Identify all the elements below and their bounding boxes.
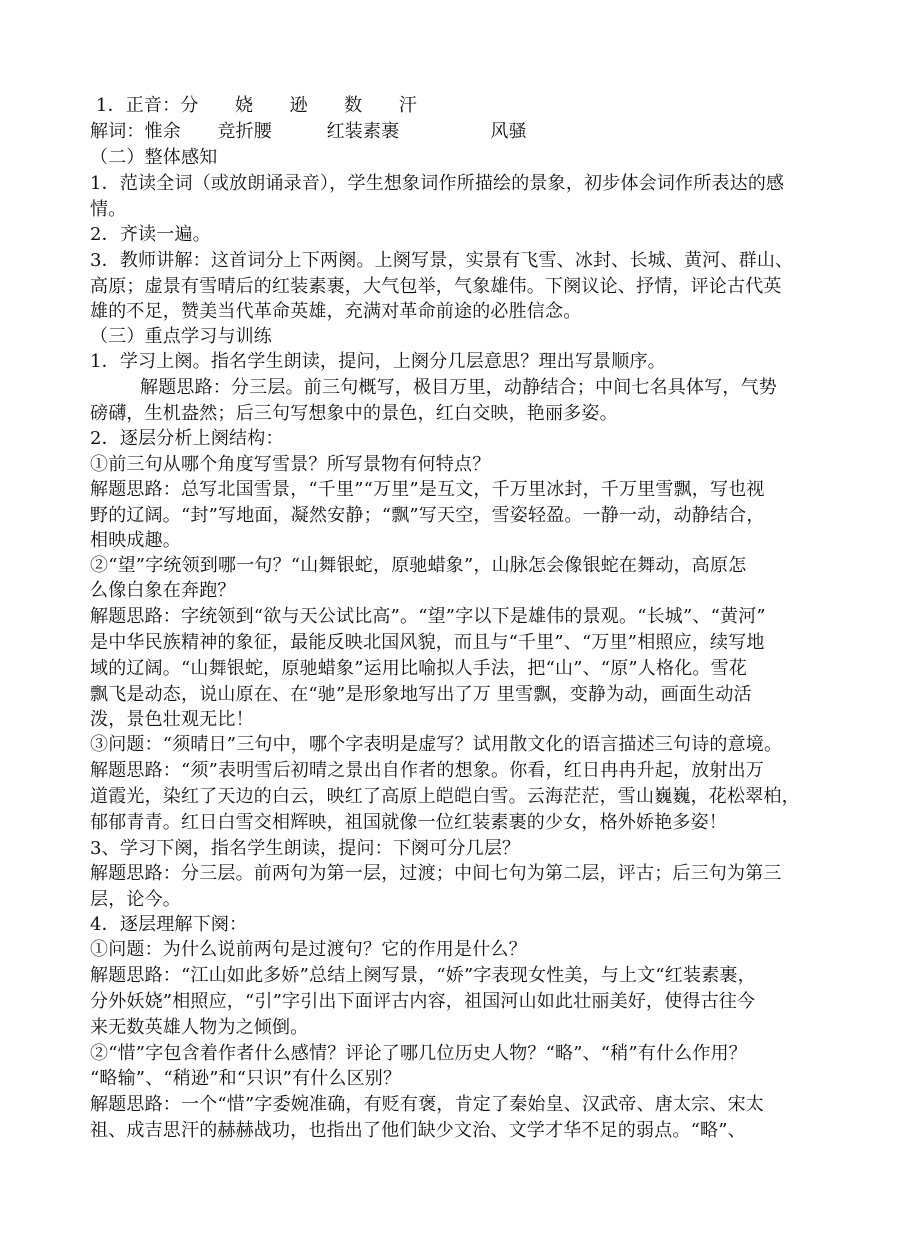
text-line: 解题思路：分三层。前两句为第一层，过渡；中间七句为第二层，评古；后三句为第三 — [90, 863, 782, 884]
text-line: 1．范读全词（或放朗诵录音），学生想象词作所描绘的景象，初步体会词作所表达的感 — [90, 173, 785, 194]
text-line: 3．教师讲解：这首词分上下两阕。上阕写景，实景有飞雪、冰封、长城、黄河、群山、 — [90, 250, 794, 271]
text-line: 2．齐读一遍。 — [90, 224, 211, 245]
text-line: ③问题：“须晴日”三句中，哪个字表明是虚写？试用散文化的语言描述三句诗的意境。 — [90, 734, 783, 755]
text-line: ②“望”字统领到哪一句？“山舞银蛇，原驰蜡象”，山脉怎会像银蛇在舞动，高原怎 — [90, 555, 747, 576]
text-line: 是中华民族精神的象征，最能反映北国风貌，而且与“千里”、“万里”相照应，续写地 — [90, 632, 765, 653]
text-line: 来无数英雄人物为之倾倒。 — [90, 1017, 309, 1038]
text-line: 雄的不足，赞美当代革命英雄，充满对革命前途的必胜信念。 — [90, 301, 582, 322]
text-line: 解题思路：字统领到“欲与天公试比高”。“望”字以下是雄伟的景观。“长城”、“黄河” — [90, 606, 766, 627]
section-heading: （三）重点学习与训练 — [90, 326, 272, 347]
text-line: 么像白象在奔跑？ — [90, 580, 236, 601]
text-line: 解题思路：总写北国雪景，“千里”“万里”是互文，千万里冰封，千万里雪飘，写也视 — [90, 479, 765, 500]
text-line: 解词：惟余 竞折腰 红装素裹 风骚 — [90, 121, 527, 142]
text-line: 道霞光，染红了天边的白云，映红了高原上皑皑白雪。云海茫茫，雪山巍巍，花松翠柏， — [90, 786, 800, 807]
text-line: 1．正音：分 娆 逊 数 汗 — [90, 95, 417, 116]
text-line: 3、学习下阕，指名学生朗读，提问：下阕可分几层？ — [90, 838, 521, 859]
text-line: 泼，景色壮观无比！ — [90, 709, 254, 730]
text-line: 分外妖娆”相照应，“引”字引出下面评古内容，祖国河山如此壮丽美好，使得古往今 — [90, 991, 756, 1012]
text-line: 高原；虚景有雪晴后的红装素裹，大气包举，气象雄伟。下阕议论、抒情，评论古代英 — [90, 276, 782, 297]
text-line: “略输”、“稍逊”和“只识”有什么区别？ — [90, 1068, 402, 1089]
text-line: 野的辽阔。“封”写地面，凝然安静；“飘”写天空，雪姿轻盈。一静一动，动静结合， — [90, 505, 765, 526]
text-line: 2．逐层分析上阕结构： — [90, 428, 284, 449]
text-line: 域的辽阔。“山舞银蛇，原驰蜡象”运用比喻拟人手法，把“山”、“原”人格化。雪花 — [90, 658, 748, 679]
text-line: 解题思路：“江山如此多娇”总结上阕写景，“娇”字表现女性美，与上文“红装素裹， — [90, 965, 756, 986]
text-line: 飘飞是动态，说山原在、在“驰”是形象地写出了万 里雪飘，变静为动，画面生动活 — [90, 684, 752, 705]
text-line: ①前三句从哪个角度写雪景？所写景物有何特点？ — [90, 454, 491, 475]
text-line: 情。 — [90, 199, 127, 220]
text-line: ②“惜”字包含着作者什么感情？评论了哪几位历史人物？“略”、“稍”有什么作用？ — [90, 1043, 748, 1064]
text-line: 层，论今。 — [90, 889, 181, 910]
section-heading: （二）整体感知 — [90, 147, 218, 168]
text-line: 解题思路：“须”表明雪后初晴之景出自作者的想象。你看，红日冉冉升起，放射出万 — [90, 760, 765, 781]
text-line: 1．学习上阕。指名学生朗读，提问，上阕分几层意思？理出写景顺序。 — [90, 351, 666, 372]
text-line: 磅礴，生机盎然；后三句写想象中的景色，红白交映，艳丽多姿。 — [90, 403, 618, 424]
text-line: 祖、成吉思汗的赫赫战功，也指出了他们缺少文治、文学才华不足的弱点。“略”、 — [90, 1120, 746, 1141]
text-line: 4．逐层理解下阕： — [90, 914, 248, 935]
text-line: 相映成趣。 — [90, 530, 181, 551]
text-line: ①问题：为什么说前两句是过渡句？它的作用是什么？ — [90, 939, 527, 960]
text-line: 解题思路：分三层。前三句概写，极目万里，动静结合；中间七名具体写，气势 — [140, 377, 777, 398]
text-line: 解题思路：一个“惜”字委婉准确，有贬有褒，肯定了秦始皇、汉武帝、唐太宗、宋太 — [90, 1094, 765, 1115]
text-line: 郁郁青青。红日白雪交相辉映，祖国就像一位红装素裹的少女，格外娇艳多姿！ — [90, 812, 727, 833]
